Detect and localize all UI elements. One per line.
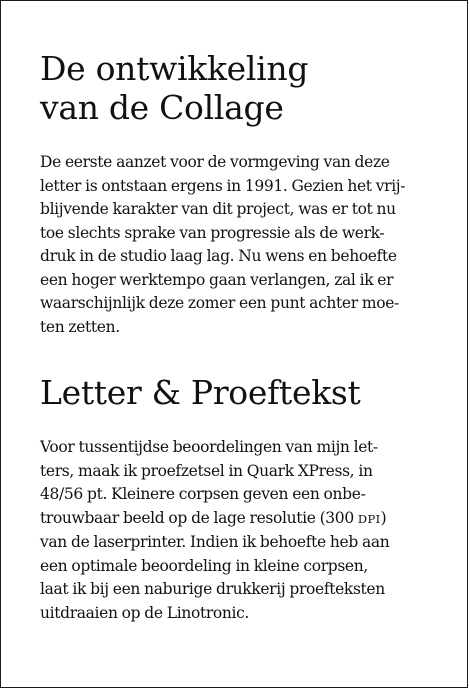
text-line: uitdraaien op de Linotronic.	[40, 603, 250, 622]
text-line: ten zetten.	[40, 317, 120, 336]
text-line	[40, 507, 440, 532]
text-fragment: )	[380, 508, 387, 527]
heading-line: van de Collage	[40, 88, 284, 127]
heading-ontwikkeling	[40, 49, 440, 127]
text-line: een optimale beoordeling in kleine corpsen,	[40, 556, 368, 575]
text-fragment: trouwbaar beeld op de lage resolutie (300	[40, 508, 358, 527]
paragraph-letter-proeftekst	[40, 436, 440, 625]
heading-line: De ontwikkeling	[40, 49, 309, 88]
text-line: blijvende karakter van dit project, was er tot nu	[40, 200, 396, 218]
text-line: De eerste aanzet voor de vormgeving van deze	[40, 153, 390, 171]
text-line: waarschijnlijk deze zomer een punt achter moe-	[40, 294, 399, 312]
paragraph-ontwikkeling	[40, 151, 440, 339]
text-line: 48/56 pt. Kleinere corpsen geven een onbe-	[40, 485, 366, 503]
text-line: druk in de studio laag lag. Nu wens en behoefte	[40, 247, 397, 265]
text-line: Voor tussentijdse beoordelingen van mijn let-	[40, 438, 378, 456]
text-line: letter is ontstaan ergens in 1991. Gezien het vrij-	[40, 176, 406, 195]
dpi-small-caps: DPI	[357, 511, 381, 526]
heading-letter-proeftekst: Letter & Proeftekst	[40, 373, 361, 412]
text-line: van de laserprinter. Indien ik behoefte heb aan	[40, 533, 390, 551]
text-line: ters, maak ik proefzetsel in Quark XPress, in	[40, 461, 373, 480]
text-line: een hoger werktempo gaan verlangen, zal ik er	[40, 270, 394, 289]
text-line: toe slechts sprake van progressie als de werk-	[40, 223, 385, 242]
text-line: laat ik bij een naburige drukkerij proefteksten	[40, 580, 385, 598]
